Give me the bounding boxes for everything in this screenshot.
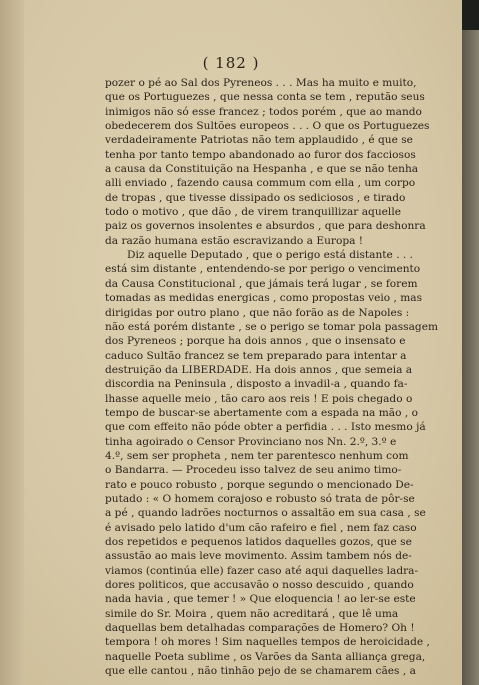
text-line: verdadeiramente Patriotas não tem applaudido , é que se (105, 134, 413, 147)
text-line: da razão humana estão escravizando a Europa ! (105, 234, 364, 247)
text-line: daquellas bem detalhadas comparações de Homero? Oh ! (105, 622, 415, 635)
text-line: da Causa Constitucional , que jámais terá lugar , se forem (105, 277, 418, 290)
text-line: que com effeito não póde obter a perfidia . . . Isto mesmo já (105, 421, 426, 434)
text-line: lhasse aquelle meio , tão caro aos reis ! E pois chegado o (105, 392, 413, 405)
text-line: caduco Sultão francez se tem preparado para intentar a (105, 349, 407, 362)
text-line: tempo de buscar-se abertamente com a espada na mão , o (105, 406, 418, 419)
text-line: simile do Sr. Moira , quem não acreditará , que lê uma (105, 607, 399, 620)
text-line: a pé , quando ladrões nocturnos o assaltão em sua casa , se (105, 507, 426, 520)
text-line: é avisado pelo latido d'um cão rafeiro e fiel , nem faz caso (105, 521, 417, 534)
body-text (105, 76, 445, 678)
text-line: que os Portuguezes , que nessa conta se tem , reputão seus (105, 91, 425, 104)
page-number: ( 182 ) (202, 54, 260, 72)
text-line: discordia na Peninsula , disposto a invadil-a , quando fa- (105, 378, 408, 391)
page-gutter-shadow (0, 0, 24, 685)
text-line: inimigos não só esse francez ; todos porém , que ao mando (105, 105, 422, 118)
text-line: tinha agoirado o Censor Provinciano nos Nn. 2.º, 3.º e (105, 435, 397, 448)
text-line: dos Pyreneos ; porque ha dois annos , que o insensato e (105, 335, 406, 348)
text-line: dirigidas por outro plano , que não forão as de Napoles : (105, 306, 410, 319)
text-line: paiz os governos insolentes e absurdos , que para deshonra (105, 220, 426, 233)
text-line: Diz aquelle Deputado , que o perigo está distante . . . (127, 249, 414, 262)
text-line: dos repetidos e pequenos latidos daquelles gozos, que se (105, 536, 412, 548)
text-line: nada havia , que temer ! » Que eloquencia ! ao ler-se este (105, 593, 416, 606)
adjacent-page-edge (462, 30, 479, 685)
text-line: o Bandarra. — Procedeu isso talvez de seu animo timo- (105, 464, 402, 477)
text-line: tomadas as medidas energicas , como propostas veio , mas (105, 292, 423, 305)
text-line: naquelle Poeta sublime , os Varões da Santa alliança grega, (105, 650, 426, 663)
text-line: está sim distante , entendendo-se por perigo o vencimento (105, 263, 421, 276)
text-line: viamos (continúa elle) fazer caso até aqui daquelles ladra- (105, 564, 419, 577)
text-line: pozer o pé ao Sal dos Pyreneos . . . Mas ha muito e muito, (105, 77, 417, 89)
text-line: que elle cantou , não tinhão pejo de se chamarem cães , a (105, 665, 416, 678)
text-line: assustão ao mais leve movimento. Assim tambem nós de- (105, 550, 412, 563)
text-line: de tropas , que tivesse dissipado os sediciosos , e tirado (105, 191, 406, 204)
text-line: rato e pouco robusto , porque segundo o mencionado De- (105, 478, 414, 491)
text-line: tempora ! oh mores ! Sim naquelles tempos de heroicidade , (105, 636, 430, 649)
text-line: todo o motivo , que dão , de virem tranquillizar aquelle (105, 206, 401, 219)
text-line: não está porém distante , se o perigo se tomar pola passagem (105, 320, 439, 333)
text-line: tenha por tanto tempo abandonado ao furor dos facciosos (105, 148, 416, 161)
text-line: putado : « O homem corajoso e robusto só trata de pôr-se (105, 492, 415, 505)
text-line: destruição da LIBERDADE. Ha dois annos , que semeia a (105, 363, 413, 376)
text-line: a causa da Constituição na Hespanha , e que se não tenha (105, 163, 419, 176)
text-line: obedecerem dos Sultões europeos . . . O que os Portuguezes (105, 120, 430, 133)
text-line: alli enviado , fazendo causa commum com ella , um corpo (105, 177, 416, 190)
text-line: dores politicos, que accusavão o nosso descuido , quando (105, 579, 414, 592)
text-line: 4.º, sem ser propheta , nem ter parentesco nenhum com (105, 449, 409, 462)
